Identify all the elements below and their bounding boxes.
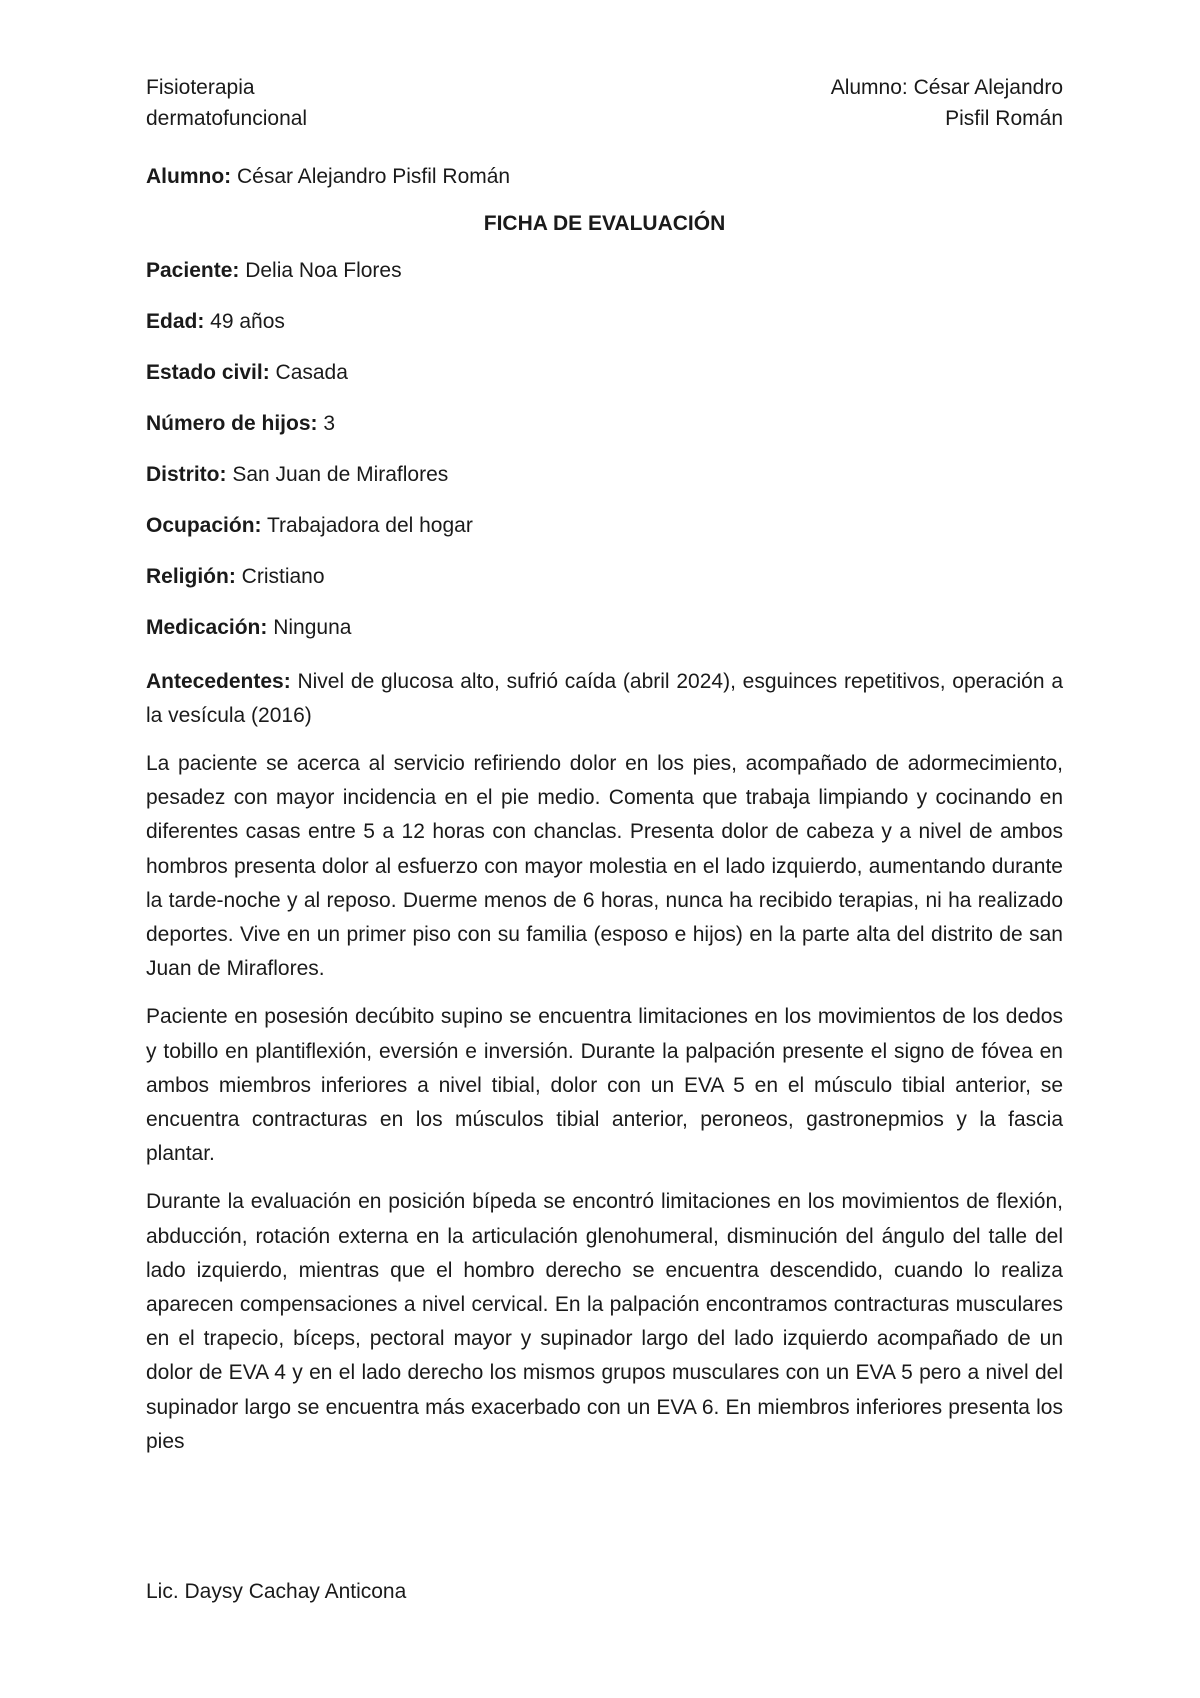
- field-occupation: [146, 512, 1063, 540]
- field-religion: [146, 563, 1063, 591]
- field-value: 49 años: [204, 310, 285, 333]
- field-value: Ninguna: [267, 616, 352, 639]
- antecedents-label: Antecedentes:: [146, 670, 291, 693]
- page-header: [146, 72, 1063, 134]
- field-antecedents: [146, 665, 1063, 733]
- header-course-line1: Fisioterapia: [146, 76, 255, 99]
- field-label: Número de hijos:: [146, 412, 318, 435]
- field-value: Trabajadora del hogar: [261, 514, 473, 537]
- paragraph-history: La paciente se acerca al servicio refiriendo dolor en los pies, acompañado de adormecimiento, pesadez con mayor incidencia en el pie medio. Comenta que trabaja limpiando y cocinando en diferentes casas entre 5 a 12 horas con chanclas. Presenta dolor de cabeza y a nivel de ambos hombros presenta dolor al esfuerzo con mayor molestia en el lado izquierdo, aumentando durante la tarde-noche y al reposo. Duerme menos de 6 horas, nunca ha recibido terapias, ni ha realizado deportes. Vive en un primer piso con su familia (esposo e hijos) en la parte alta del distrito de san Juan de Miraflores.: [146, 752, 1063, 981]
- student-label: Alumno:: [146, 165, 232, 188]
- student-line: [146, 163, 1063, 191]
- field-label: Edad:: [146, 310, 205, 333]
- field-civil-status: [146, 359, 1063, 387]
- field-patient: [146, 257, 1063, 285]
- header-course: [146, 72, 307, 134]
- field-children: [146, 410, 1063, 438]
- field-district: [146, 461, 1063, 489]
- field-value: 3: [317, 412, 336, 435]
- antecedents-value: Nivel de glucosa alto, sufrió caída (abril 2024), esguinces repetitivos, operación a la vesícula (2016): [146, 670, 1063, 727]
- paragraph-standing-evaluation: Durante la evaluación en posición bípeda se encontró limitaciones en los movimientos de flexión, abducción, rotación externa en la articulación glenohumeral, disminución del ángulo del talle del lado izquierdo, mientras que el hombro derecho se encuentra descendido, cuando lo realiza aparecen compensaciones a nivel cervical. En la palpación encontramos contracturas musculares en el trapecio, bíceps, pectoral mayor y supinador largo del lado izquierdo acompañado de un dolor de EVA 4 y en el lado derecho los mismos grupos musculares con un EVA 5 pero a nivel del supinador largo se encuentra más exacerbado con un EVA 6. En miembros inferiores presenta los pies: [146, 1190, 1063, 1453]
- paragraph-supine-evaluation: Paciente en posesión decúbito supino se encuentra limitaciones en los movimientos de los dedos y tobillo en plantiflexión, eversión e inversión. Durante la palpación presente el signo de fóvea en ambos miembros inferiores a nivel tibial, dolor con un EVA 5 en el músculo tibial anterior, se encuentra contracturas en los músculos tibial anterior, peroneos, gastronepmios y la fascia plantar.: [146, 1005, 1063, 1166]
- field-value: Cristiano: [235, 565, 325, 588]
- document-title: FICHA DE EVALUACIÓN: [483, 212, 726, 235]
- page-footer: Lic. Daysy Cachay Anticona: [146, 1580, 407, 1603]
- field-label: Ocupación:: [146, 514, 262, 537]
- field-age: [146, 308, 1063, 336]
- field-value: Delia Noa Flores: [239, 259, 402, 282]
- field-value: Casada: [269, 361, 348, 384]
- student-value: César Alejandro Pisfil Román: [231, 165, 511, 188]
- field-label: Distrito:: [146, 463, 227, 486]
- field-medication: [146, 614, 1063, 642]
- field-value: San Juan de Miraflores: [226, 463, 449, 486]
- field-label: Estado civil:: [146, 361, 270, 384]
- header-course-line2: dermatofuncional: [146, 107, 308, 130]
- document-body: [146, 163, 1063, 1453]
- header-student-line1: Alumno: César Alejandro: [830, 76, 1063, 99]
- header-student: [831, 72, 1063, 134]
- header-student-line2: Pisfil Román: [945, 107, 1063, 130]
- field-label: Religión:: [146, 565, 236, 588]
- field-label: Medicación:: [146, 616, 268, 639]
- field-label: Paciente:: [146, 259, 240, 282]
